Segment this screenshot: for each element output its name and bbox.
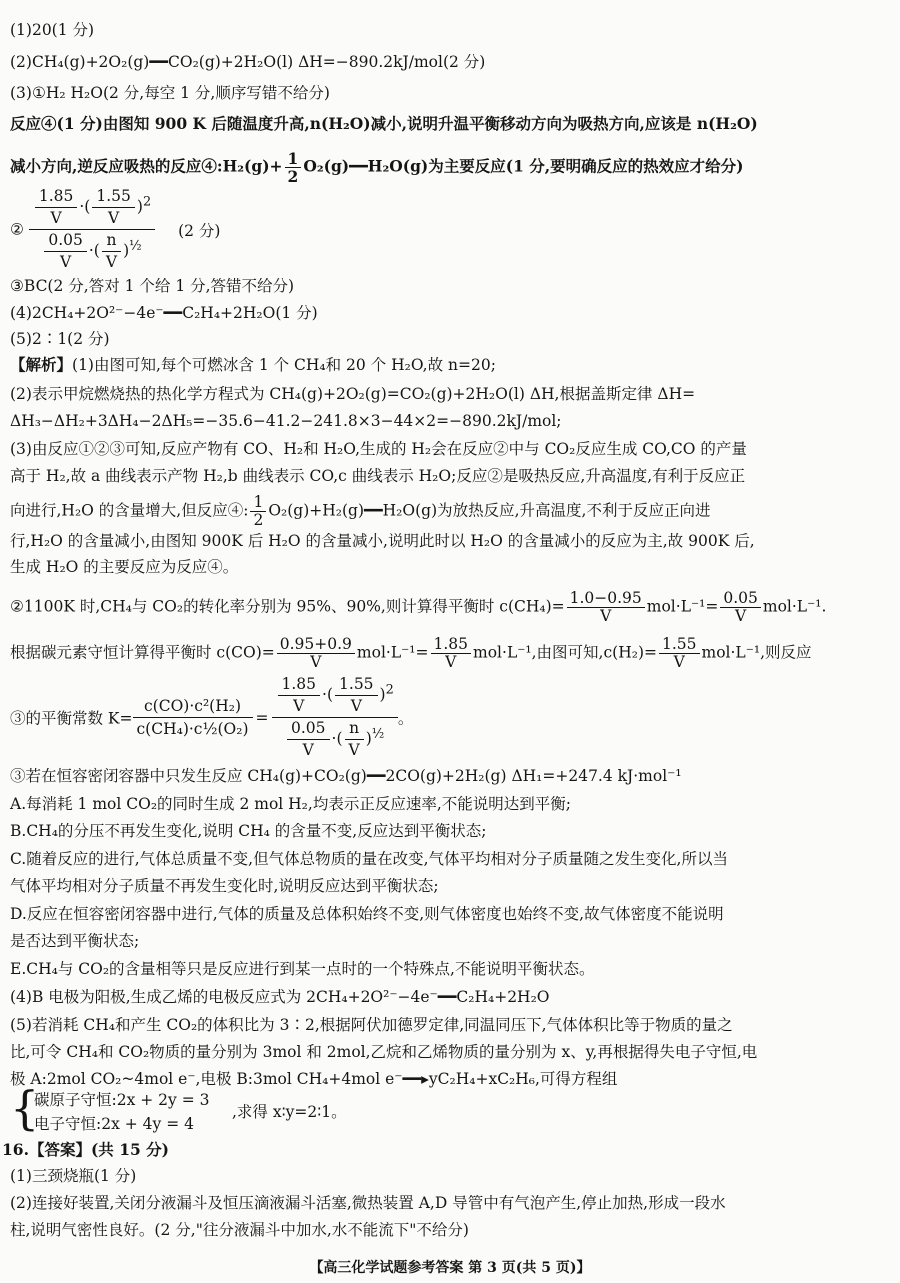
analysis-3-2b: 根据碳元素守恒计算得平衡时 c(CO)= $\frac{0.95+0.9}{V}$ mol·L⁻¹= $\frac{1.85}{V}$ mol·L⁻¹,由图可知,c(H₂)= $\frac{1.55}{V}$ mol·L⁻¹,则反应	[10, 635, 812, 671]
score-2: (2 分)	[178, 221, 221, 240]
analysis-3-2a: ②1100K 时,CH₄与 CO₂的转化率分别为 95%、90%,则计算得平衡时 c(CH₄)= $\frac{1.0-0.95}{V}$ mol·L⁻¹= $\frac{0.05}{V}$ mol·L⁻¹.	[10, 589, 827, 625]
equation-carbon: 碳原子守恒:2x + 2y = 3	[34, 1091, 210, 1109]
option-d-line2: 是否达到平衡状态;	[10, 932, 140, 950]
answer-3-1: (3)①H₂ H₂O(2 分,每空 1 分,顺序写错不给分)	[10, 84, 330, 102]
analysis-1: 【解析】(1)由图可知,每个可燃冰含 1 个 CH₄和 20 个 H₂O,故 n=20;	[10, 355, 496, 374]
answer-1: (1)20(1 分)	[10, 21, 95, 39]
analysis-3e: 生成 H₂O 的主要反应为反应④。	[10, 558, 239, 576]
option-c-line1: C.随着反应的进行,气体总质量不变,但气体总物质的量在改变,气体平均相对分子质量随之发生变化,所以当	[10, 850, 728, 868]
answer-4: (4)2CH₄+2O²⁻−4e⁻━━C₂H₄+2H₂O(1 分)	[10, 304, 318, 322]
option-a: A.每消耗 1 mol CO₂的同时生成 2 mol H₂,均表示正反应速率,不能说明达到平衡;	[10, 795, 571, 813]
equation-result: ,求得 x∶y=2∶1。	[232, 1103, 347, 1121]
question-16-header: 16.【答案】(共 15 分)	[2, 1140, 169, 1159]
half-fraction: $\frac{1}{2}$	[285, 150, 302, 185]
reaction4-line2-pre: 减小方向,逆反应吸热的反应④:H₂(g)+	[10, 156, 283, 176]
q16-answer-2b: 柱,说明气密性良好。(2 分,"往分液漏斗中加水,水不能流下"不给分)	[10, 1221, 469, 1239]
option-c-line2: 气体平均相对分子质量不再发生变化时,说明反应达到平衡状态;	[10, 877, 439, 895]
analysis-3d: 行,H₂O 的含量减小,由图知 900K 后 H₂O 的含量减小,说明此时以 H₂O 的含量减小的反应为主,故 900K 后,	[10, 532, 755, 550]
analysis-5c: 极 A:2mol CO₂~4mol e⁻,电极 B:3mol CH₄+4mol e⁻━━▸yC₂H₄+xC₂H₆,可得方程组	[10, 1070, 618, 1088]
analysis-3-3: ③若在恒容密闭容器中只发生反应 CH₄(g)+CO₂(g)━━2CO(g)+2H₂(g) ΔH₁=+247.4 kJ·mol⁻¹	[10, 767, 682, 785]
option-b: B.CH₄的分压不再发生变化,说明 CH₄ 的含量不变,反应达到平衡状态;	[10, 822, 487, 840]
analysis-3a: (3)由反应①②③可知,反应产物有 CO、H₂和 H₂O,生成的 H₂会在反应②中与 CO₂反应生成 CO,CO 的产量	[10, 440, 747, 458]
q16-answer-1: (1)三颈烧瓶(1 分)	[10, 1167, 137, 1185]
k-expression: ③的平衡常数 K= $\frac{\text{c(CO)·c²(H₂)}}{\text{c(CH₄)·c½(O₂)}}$ = $\frac{1.85}{V}$ ·( $\frac{1.55}{V}$ )$^2$ $\frac{0.05}{V}$ ·( $\frac{n}{V}$ )$^{\frac{1}{2}}$ 。	[10, 675, 414, 759]
analysis-2a: (2)表示甲烷燃烧热的热化学方程式为 CH₄(g)+2O₂(g)=CO₂(g)+2H₂O(l) ΔH,根据盖斯定律 ΔH=	[10, 385, 696, 403]
answer-3-3: ③BC(2 分,答对 1 个给 1 分,答错不给分)	[10, 277, 295, 295]
analysis-3c: 向进行,H₂O 的含量增大,但反应④: $\frac{1}{2}$ O₂(g)+H₂(g)━━H₂O(g)为放热反应,升高温度,不利于反应正向进	[10, 493, 711, 529]
analysis-5b: 比,可令 CH₄和 CO₂物质的量分别为 3mol 和 2mol,乙烷和乙烯物质的量分别为 x、y,再根据得失电子守恒,电	[10, 1043, 758, 1061]
analysis-5a: (5)若消耗 CH₄和产生 CO₂的体积比为 3∶2,根据阿伏加德罗定律,同温同压下,气体体积比等于物质的量之	[10, 1016, 733, 1034]
reaction4-line1: 反应④(1 分)由图知 900 K 后随温度升高,n(H₂O)减小,说明升温平衡移动方向为吸热方向,应该是 n(H₂O)	[10, 114, 758, 133]
reaction4-line2	[10, 150, 744, 185]
circle-2-mark: ②	[10, 220, 24, 239]
system-brace: {	[10, 1081, 40, 1135]
answer-3-2-equation	[10, 188, 220, 271]
analysis-tag: 【解析】	[10, 355, 73, 374]
k-value-fraction: $\frac{1.85}{V}$ ·( $\frac{1.55}{V}$ )$^2$ $\frac{0.05}{V}$ ·( $\frac{n}{V}$ )$^{\frac{1}{2}}$	[29, 188, 155, 271]
reaction4-line2-post: O₂(g)━━H₂O(g)为主要反应(1 分,要明确反应的热效应才给分)	[303, 156, 744, 176]
analysis-4: (4)B 电极为阳极,生成乙烯的电极反应式为 2CH₄+2O²⁻−4e⁻━━C₂H₄+2H₂O	[10, 988, 550, 1006]
answer-5: (5)2∶1(2 分)	[10, 330, 110, 348]
equation-electron: 电子守恒:2x + 4y = 4	[34, 1115, 194, 1133]
answer-2: (2)CH₄(g)+2O₂(g)━━CO₂(g)+2H₂O(l) ΔH=−890.2kJ/mol(2 分)	[10, 53, 486, 71]
analysis-2b: ΔH₃−ΔH₂+3ΔH₄−2ΔH₅=−35.6−41.2−241.8×3−44×2=−890.2kJ/mol;	[10, 412, 562, 430]
analysis-3b: 高于 H₂,故 a 曲线表示产物 H₂,b 曲线表示 CO,c 曲线表示 H₂O;反应②是吸热反应,升高温度,有利于反应正	[10, 467, 746, 485]
option-e: E.CH₄与 CO₂的含量相等只是反应进行到某一点时的一个特殊点,不能说明平衡状态。	[10, 960, 595, 978]
option-d-line1: D.反应在恒容密闭容器中进行,气体的质量及总体积始终不变,则气体密度也始终不变,故气体密度不能说明	[10, 905, 724, 923]
q16-answer-2a: (2)连接好装置,关闭分液漏斗及恒压滴液漏斗活塞,微热装置 A,D 导管中有气泡产生,停止加热,形成一段水	[10, 1194, 726, 1212]
page-footer: 【高三化学试题参考答案 第 3 页(共 5 页)】	[309, 1260, 591, 1276]
